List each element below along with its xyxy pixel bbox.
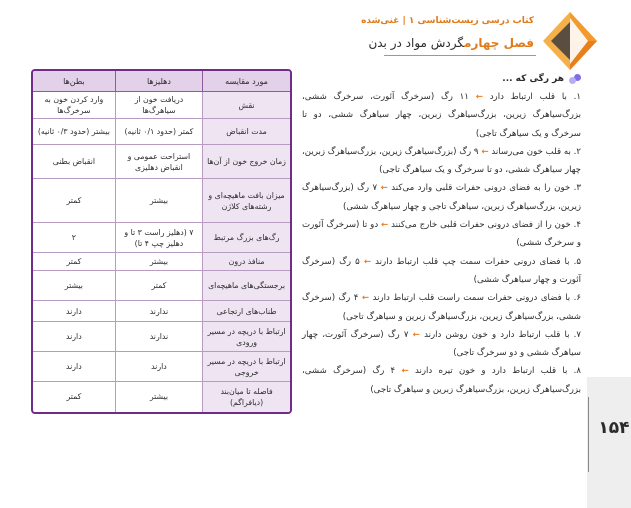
table-row — [33, 322, 290, 352]
arrow-left-icon: ← — [412, 329, 420, 340]
page-number-divider — [588, 397, 589, 472]
list-item — [302, 179, 581, 216]
list-item — [302, 289, 581, 326]
table-row — [33, 382, 290, 412]
atria-cell: کمتر (حدود ۰/۱ ثانیه) — [115, 119, 202, 145]
chapter-title: گردش مواد در بدن — [368, 36, 465, 50]
row-criterion: رگ‌های بزرگ مرتبط — [203, 223, 290, 253]
arrow-left-icon: ← — [481, 146, 489, 157]
table-row — [33, 119, 290, 145]
atria-cell: ندارند — [115, 322, 202, 352]
atria-cell: کمتر — [115, 271, 202, 301]
atria-cell: بیشتر — [115, 253, 202, 271]
list-item — [302, 216, 581, 253]
table-row — [33, 179, 290, 223]
table-row — [33, 352, 290, 382]
list-item — [302, 326, 581, 363]
header-rule — [384, 55, 536, 56]
arrow-left-icon: ← — [363, 256, 372, 267]
item-text: ۲. به قلب خون می‌رساند — [491, 146, 582, 157]
item-text: ۴. خون را از فضای درونی حفرات قلبی خارج می‌کنند — [391, 220, 581, 231]
row-criterion: نقش — [203, 92, 290, 119]
row-criterion: منافذ درون — [203, 253, 290, 271]
row-criterion: طناب‌های ارتجاعی — [203, 301, 290, 322]
item-answer: ۴ رگ (سرخرگ ششی، بزرگ‌سیاهرگ زیرین، بزرگ‌سیاهرگ زبرین و سیاهرگ تاجی) — [302, 293, 581, 322]
atria-cell: بیشتر — [115, 382, 202, 412]
table-row — [33, 271, 290, 301]
row-criterion: زمان خروج خون از آن‌ها — [203, 145, 290, 179]
items-container — [302, 88, 581, 399]
atria-cell: ندارند — [115, 301, 202, 322]
chapter-label: فصل چهارم — [464, 36, 534, 50]
table-row — [33, 223, 290, 253]
comparison-table — [31, 69, 292, 414]
chapter-heading — [368, 36, 534, 50]
row-criterion: فاصله تا میان‌بند (دیافراگم) — [203, 382, 290, 412]
ventricles-cell: دارند — [33, 352, 115, 382]
ventricles-cell: بیشتر (حدود ۰/۳ ثانیه) — [33, 119, 115, 145]
item-text: ۸. با قلب ارتباط دارد و خون تیره دارند — [414, 366, 582, 377]
item-text: ۶. با فضای درونی حفرات سمت راست قلب ارتباط دارند — [372, 293, 582, 304]
item-text: ۷. با قلب ارتباط دارد و خون روشن دارند — [424, 329, 582, 340]
table-header-row — [33, 71, 290, 92]
ventricles-cell: انقباض بطنی — [33, 145, 115, 179]
list-item — [302, 88, 581, 143]
list-item — [302, 253, 581, 290]
row-criterion: برجستگی‌های ماهیچه‌ای — [203, 271, 290, 301]
arrow-left-icon: ← — [475, 92, 483, 102]
book-logo-icon — [543, 12, 597, 70]
header-criterion: مورد مقایسه — [203, 71, 290, 92]
page-number-bar — [587, 377, 631, 508]
arrow-left-icon: ← — [401, 366, 409, 377]
item-answer: ۱۱ رگ (سرخرگ آئورت، سرخرگ ششی، بزرگ‌سیاهرگ زیرین، بزرگ‌سیاهرگ زبرین، چهار سیاهرگ ششی، دو تا سرخرگ و یک سیاهرگ تاجی) — [302, 92, 581, 139]
row-criterion: میزان بافت ماهیچه‌ای و رشته‌های کلاژن — [203, 179, 290, 223]
section-title: هر رگی که ... — [502, 74, 564, 84]
row-criterion: ارتباط با دریچه در مسیر ورودی — [203, 322, 290, 352]
header-ventricles: بطن‌ها — [33, 71, 115, 92]
speech-bubbles-icon — [568, 74, 581, 84]
table-row — [33, 253, 290, 271]
item-answer: ۷ رگ (سرخرگ آئورت، چهار سیاهرگ ششی و دو سرخرگ تاجی) — [302, 329, 581, 359]
ventricles-cell: ۲ — [33, 223, 115, 253]
vessels-list — [302, 70, 581, 399]
ventricles-cell: دارند — [33, 301, 115, 322]
ventricles-cell: کمتر — [33, 179, 115, 223]
item-answer: ۷ رگ (بزرگ‌سیاهرگ زیرین، بزرگ‌سیاهرگ زبرین، سیاهرگ تاجی و چهار سیاهرگ ششی) — [302, 183, 581, 212]
page-number: ۱۵۴ — [598, 418, 630, 438]
row-criterion: مدت انقباض — [203, 119, 290, 145]
atria-cell: دریافت خون از سیاهرگ‌ها — [115, 92, 202, 119]
header-atria: دهلیزها — [115, 71, 202, 92]
item-answer: ۵ رگ (سرخرگ آئورت و چهار سیاهرگ ششی) — [302, 256, 581, 285]
ventricles-cell: بیشتر — [33, 271, 115, 301]
item-answer: ۹ رگ (بزرگ‌سیاهرگ زیرین، بزرگ‌سیاهرگ زبرین، چهار سیاهرگ ششی، دو تا سرخرگ و یک سیاهرگ تاجی) — [302, 146, 581, 176]
atria-cell: دارند — [115, 352, 202, 382]
atria-cell: بیشتر — [115, 179, 202, 223]
item-text: ۱. با قلب ارتباط دارد — [489, 92, 581, 102]
arrow-left-icon: ← — [381, 220, 389, 231]
atria-cell: ۷ (دهلیز راست ۳ تا و دهلیز چپ ۴ تا) — [115, 223, 202, 253]
table-row — [33, 145, 290, 179]
ventricles-cell: کمتر — [66, 392, 82, 402]
ventricles-cell: دارند — [33, 322, 115, 352]
row-criterion: ارتباط با دریچه در مسیر خروجی — [203, 352, 290, 382]
list-item — [302, 143, 581, 180]
item-answer: دو تا (سرخرگ آئورت و سرخرگ ششی) — [302, 220, 581, 249]
arrow-left-icon: ← — [361, 293, 370, 304]
section-heading — [302, 70, 581, 88]
ventricles-cell: وارد کردن خون به سرخرگ‌ها — [33, 92, 115, 119]
arrow-left-icon: ← — [380, 183, 388, 194]
ventricles-cell: کمتر — [33, 253, 115, 271]
list-item — [302, 362, 581, 399]
table-row — [33, 92, 290, 119]
atria-cell: استراحت عمومی و انقباض دهلیزی — [115, 145, 202, 179]
item-answer: ۴ رگ (سرخرگ ششی، بزرگ‌سیاهرگ زیرین، بزرگ‌سیاهرگ زبرین و سیاهرگ تاجی) — [302, 366, 581, 395]
series-title: کتاب درسی زیست‌شناسی ۱ | غنی‌شده — [361, 16, 534, 26]
table-row — [33, 301, 290, 322]
item-text: ۳. خون را به فضای درونی حفرات قلبی وارد می‌کند — [391, 183, 582, 194]
item-text: ۵. با فضای درونی حفرات سمت چپ قلب ارتباط دارند — [375, 256, 581, 267]
